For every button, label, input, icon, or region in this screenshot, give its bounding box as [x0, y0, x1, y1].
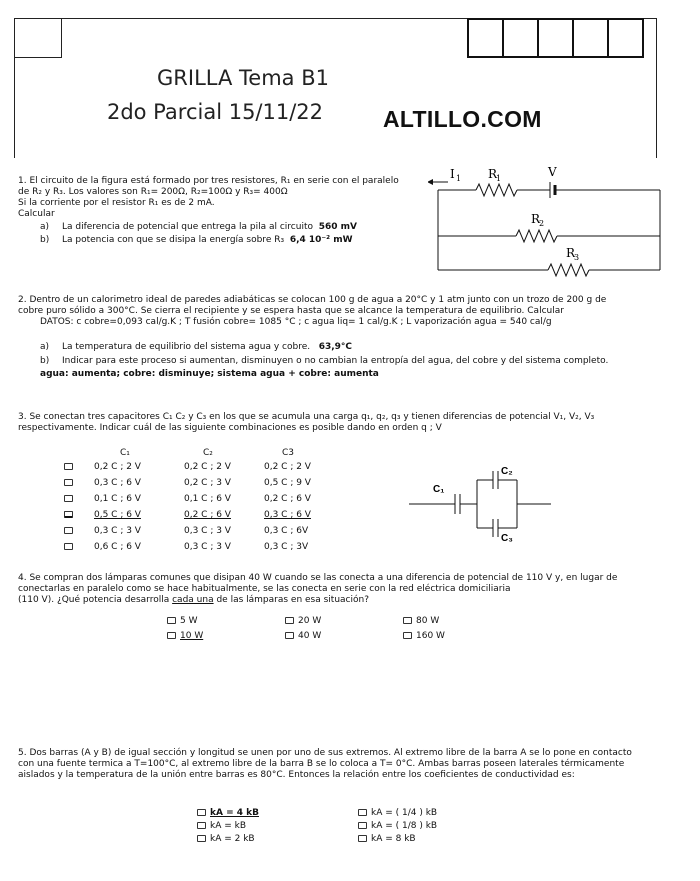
grade-box — [467, 18, 504, 58]
checkbox[interactable] — [285, 617, 294, 624]
q1-label-R2-sub: 2 — [539, 219, 545, 228]
q4-option-label: 80 W — [416, 616, 440, 626]
q2-item-a: a) La temperatura de equilibrio del sistema agua y cobre. 63,9°C — [40, 342, 353, 352]
q3-cell: 0,3 C ; 6 V — [264, 510, 311, 520]
q4-line3: (110 V). ¿Qué potencia desarrolla cada una de las lámparas en esa situación? — [18, 595, 369, 605]
checkbox[interactable] — [64, 495, 73, 502]
q1-answer-b: 6,4 10⁻² mW — [289, 235, 353, 245]
q2-item-b: b) Indicar para este proceso si aumentan, disminuyen o no cambian la entropía del agua, del cobre y del sistema completo. — [40, 356, 609, 366]
q1-label-R3: R — [566, 246, 576, 260]
q1-item-b: b) La potencia con que se disipa la energía sobre R₃ 6,4 10⁻² mW — [40, 235, 353, 245]
checkbox[interactable] — [197, 809, 206, 816]
brand-logo: ALTILLO.COM — [383, 106, 542, 132]
q1-label-I: I — [450, 167, 455, 181]
q1-label-R2: R — [531, 212, 541, 226]
q3-cell: 0,5 C ; 6 V — [94, 510, 141, 520]
q3-line2: respectivamente. Indicar cuál de las siguiente combinaciones es posible dando en orden q ; V — [18, 423, 442, 433]
q4-line2: conectarlas en paralelo como se hace habitualmente, se las conecta en serie con la red eléctrica domiciliaria — [18, 584, 511, 594]
q4-option[interactable] — [403, 616, 439, 626]
q2-line1: 2. Dentro de un calorimetro ideal de paredes adiabáticas se colocan 100 g de agua a 20°C y 1 atm junto con un trozo de 200 g de — [18, 295, 607, 305]
grade-box — [607, 18, 644, 58]
checkbox[interactable] — [64, 511, 73, 518]
q4-statement — [18, 573, 688, 606]
grade-boxes — [467, 18, 644, 58]
q3-cell: 0,1 C ; 6 V — [184, 494, 231, 504]
checkbox[interactable] — [358, 835, 367, 842]
checkbox[interactable] — [403, 632, 412, 639]
q5-line3: aislados y la temperatura de la unión entre barras es 80°C. Entonces la relación entre los coeficientes de conductividad es: — [18, 770, 575, 780]
q5-statement — [18, 748, 688, 781]
q5-option[interactable] — [197, 808, 259, 818]
header-corner-box — [14, 18, 62, 58]
q5-option[interactable] — [197, 821, 246, 831]
q1-line4: Calcular — [18, 209, 55, 219]
q5-line2: con una fuente termica a T=100°C, al extremo libre de la barra B se lo coloca a T= 0°C. Ambas barras poseen laterales térmicamente — [18, 759, 625, 769]
q4-option[interactable] — [167, 616, 198, 626]
q3-cell: 0,2 C ; 2 V — [94, 462, 141, 472]
checkbox[interactable] — [64, 479, 73, 486]
checkbox[interactable] — [358, 822, 367, 829]
checkbox[interactable] — [358, 809, 367, 816]
q3-cell: 0,3 C ; 6 V — [94, 478, 141, 488]
q4-option-label: 5 W — [180, 616, 198, 626]
q5-option-label: kA = ( 1/4 ) kB — [371, 808, 438, 818]
q5-line1: 5. Dos barras (A y B) de igual sección y longitud se unen por uno de sus extremos. Al extremo libre de la barra A se lo pone en contacto — [18, 748, 632, 758]
q1-line1: 1. El circuito de la figura está formado por tres resistores, R₁ en serie con el paralelo — [18, 176, 399, 186]
checkbox[interactable] — [64, 527, 73, 534]
q3-cell: 0,1 C ; 6 V — [94, 494, 141, 504]
q1-label-R1-sub: 1 — [496, 174, 502, 183]
q4-option-label: 160 W — [416, 631, 445, 641]
q5-option[interactable] — [197, 834, 255, 844]
q5-option-label: kA = 8 kB — [371, 834, 416, 844]
q1-label-V: V — [548, 165, 557, 179]
checkbox[interactable] — [403, 617, 412, 624]
grade-box — [572, 18, 609, 58]
checkbox[interactable] — [64, 463, 73, 470]
q3-line1: 3. Se conectan tres capacitores C₁ C₂ y C₃ en los que se acumula una carga q₁, q₂, q₃ y tienen diferencias de potencial V₁, V₂, V₃ — [18, 412, 595, 422]
q3-capacitor-diagram — [405, 462, 555, 544]
q3-option-row[interactable] — [64, 462, 324, 476]
checkbox[interactable] — [197, 835, 206, 842]
q2-answer-b: agua: aumenta; cobre: disminuye; sistema agua + cobre: aumenta — [40, 369, 379, 379]
q3-cell: 0,3 C ; 3 V — [94, 526, 141, 536]
q3-option-row[interactable] — [64, 494, 324, 508]
q3-option-row[interactable] — [64, 542, 324, 556]
q5-option-label: kA = ( 1/8 ) kB — [371, 821, 438, 831]
q1-label-I-sub: 1 — [456, 174, 462, 183]
q5-option-label: kA = 4 kB — [210, 808, 259, 818]
q4-option-label: 10 W — [180, 631, 204, 641]
q3-cell: 0,3 C ; 3V — [264, 542, 309, 552]
q1-label-R1: R — [488, 167, 498, 181]
title-line1: GRILLA Tema B1 — [157, 66, 329, 90]
q3-option-row[interactable] — [64, 526, 324, 540]
q3-label-c1: C₁ — [433, 484, 445, 495]
q1-circuit-diagram — [428, 162, 668, 282]
q3-header-c3: C3 — [282, 448, 295, 458]
q2-statement — [18, 295, 688, 380]
q3-label-c2: C₂ — [501, 466, 513, 477]
q3-cell: 0,2 C ; 2 V — [184, 462, 231, 472]
checkbox[interactable] — [197, 822, 206, 829]
q1-answer-a: 560 mV — [318, 222, 357, 232]
q5-option[interactable] — [358, 821, 437, 831]
q3-header-c2: C₂ — [203, 448, 213, 458]
q1-line2: de R₂ y R₃. Los valores son R₁= 200Ω, R₂=100Ω y R₃= 400Ω — [18, 187, 288, 197]
q3-cell: 0,3 C ; 3 V — [184, 542, 231, 552]
q3-statement — [18, 412, 688, 434]
q3-option-row[interactable] — [64, 478, 324, 492]
grade-box — [537, 18, 574, 58]
grade-box — [502, 18, 539, 58]
q1-statement — [18, 176, 428, 246]
q4-option[interactable] — [167, 631, 203, 641]
checkbox[interactable] — [167, 632, 176, 639]
q2-datos: DATOS: c cobre=0,093 cal/g.K ; T fusión cobre= 1085 °C ; c agua liq= 1 cal/g.K ; L vaporización agua = 540 cal/g — [40, 317, 552, 327]
q2-line2: cobre puro sólido a 300°C. Se cierra el recipiente y se espera hasta que se alcance la temperatura de equilibrio. Calcular — [18, 306, 564, 316]
q4-option[interactable] — [285, 616, 321, 626]
q3-cell: 0,3 C ; 3 V — [184, 526, 231, 536]
q4-option-label: 40 W — [298, 631, 322, 641]
q5-option-label: kA = kB — [210, 821, 247, 831]
q3-cell: 0,2 C ; 6 V — [184, 510, 231, 520]
q3-cell: 0,2 C ; 3 V — [184, 478, 231, 488]
q5-option[interactable] — [358, 834, 416, 844]
q5-option-label: kA = 2 kB — [210, 834, 255, 844]
q3-cell: 0,2 C ; 2 V — [264, 462, 311, 472]
q2-answer-a: 63,9°C — [318, 342, 353, 352]
q3-cell: 0,5 C ; 9 V — [264, 478, 311, 488]
q3-cell: 0,6 C ; 6 V — [94, 542, 141, 552]
checkbox[interactable] — [285, 632, 294, 639]
checkbox[interactable] — [167, 617, 176, 624]
q1-item-a: a) La diferencia de potencial que entrega la pila al circuito 560 mV — [40, 222, 357, 232]
q1-label-R3-sub: 3 — [574, 253, 580, 262]
q3-cell: 0,3 C ; 6V — [264, 526, 309, 536]
title-line2: 2do Parcial 15/11/22 — [106, 100, 324, 124]
q4-line1: 4. Se compran dos lámparas comunes que disipan 40 W cuando se las conecta a una diferencia de potencial de 110 V y, en lugar de — [18, 573, 618, 583]
q3-option-row[interactable] — [64, 510, 324, 524]
q3-label-c3: C₃ — [501, 533, 513, 544]
q3-header-c1: C₁ — [120, 448, 130, 458]
q5-option[interactable] — [358, 808, 437, 818]
q3-cell: 0,2 C ; 6 V — [264, 494, 311, 504]
checkbox[interactable] — [64, 543, 73, 550]
q4-option-label: 20 W — [298, 616, 322, 626]
q1-line3: Si la corriente por el resistor R₁ es de 2 mA. — [18, 198, 215, 208]
q4-option[interactable] — [285, 631, 321, 641]
q4-option[interactable] — [403, 631, 445, 641]
